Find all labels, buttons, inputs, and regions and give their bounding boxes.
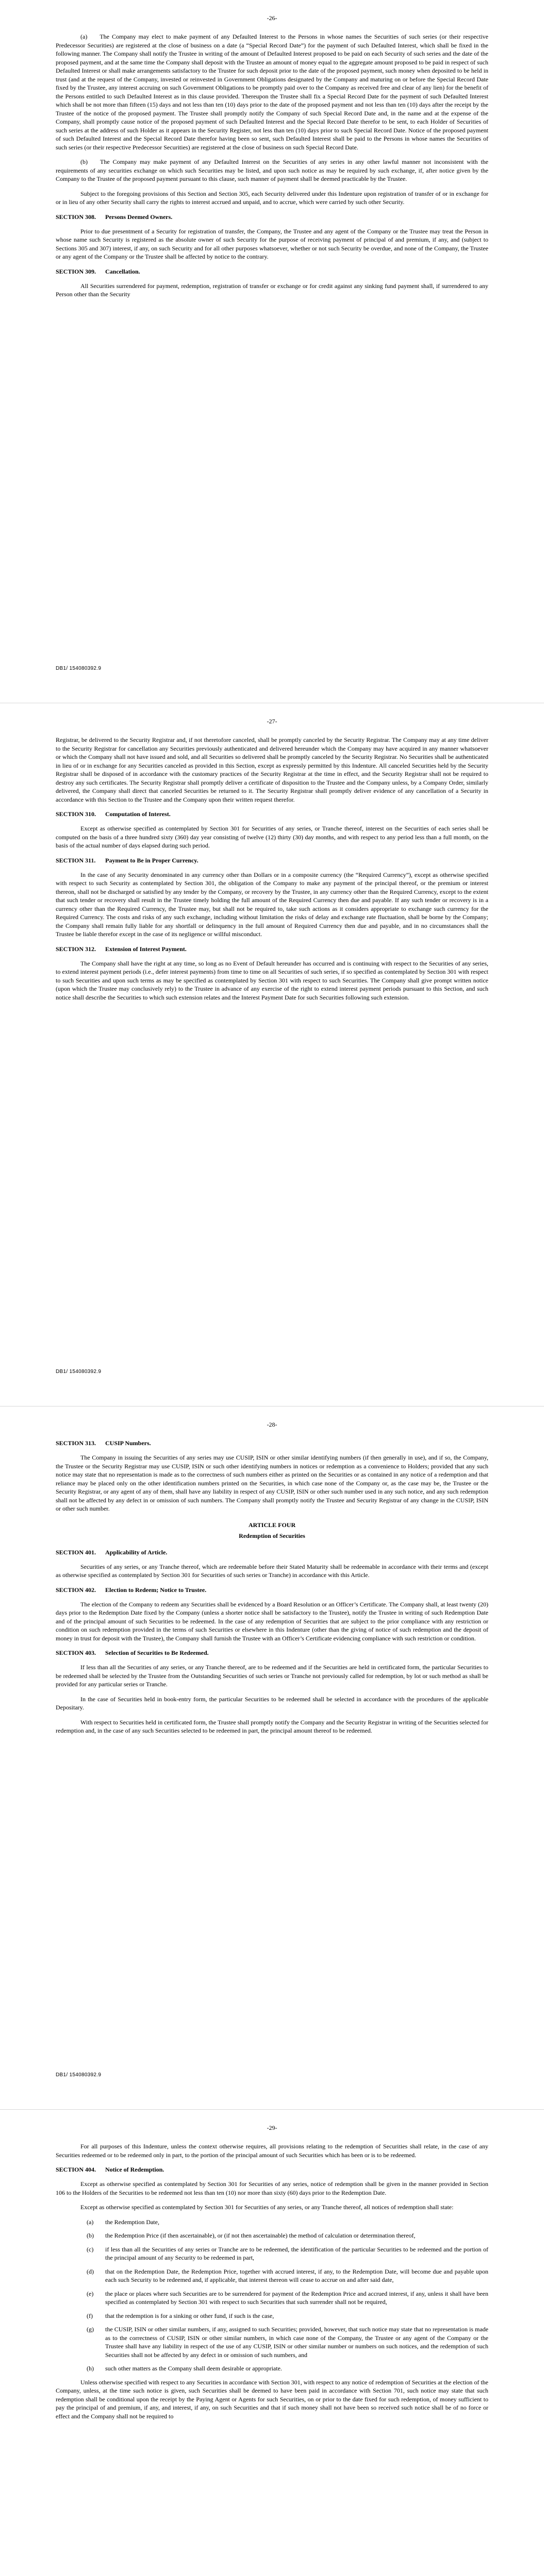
article-subtitle: Redemption of Securities — [239, 1532, 305, 1539]
page — [0, 703, 544, 1406]
section-number: SECTION 311. — [56, 856, 96, 864]
section-title: Payment to Be in Proper Currency. — [105, 856, 199, 864]
section-title: Cancellation. — [105, 267, 140, 275]
paragraph: With respect to Securities held in certificated form, the Trustee shall promptly notify the Company and the Security Registrar in writing of the Securities selected for redemption and, in the case of any such Securities selected to be redeemed in part, the principal amount thereof to be redeemed. — [56, 1718, 488, 1734]
paragraph: All Securities surrendered for payment, redemption, registration of transfer or exchange or for credit against any sinking fund payment shall, if surrendered to any Person other than the Security — [56, 282, 488, 298]
paragraph: Unless otherwise specified with respect to any Securities in accordance with Section 301, with respect to any notice of redemption of Securities at the election of the Company, unless, at the time such notice is given, such Securities shall be deemed to have been paid in accordance with Section 701, such notice may state that such redemption shall be conditional upon the receipt by the Paying Agent or Agents for such Securities, on or prior to the date fixed for such redemption, of money sufficient to pay the principal of and premium, if any, and interest, if any, on such Securities and that if such money shall not have been so received such notice shall be of no force or effect and the Company shall not be required to — [56, 2378, 488, 2420]
list-item-text: such other matters as the Company shall deem desirable or appropriate. — [105, 2365, 282, 2372]
paragraph: Registrar, be delivered to the Security Registrar and, if not theretofore canceled, shall be promptly canceled by the Security Registrar. The Company may at any time deliver to the Security Registrar for cancellation any Securities previously authenticated and delivered hereunder which the Company may have acquired in any manner whatsoever or which the Company shall not have issued and sold, and all Securities so delivered shall be promptly canceled by the Security Registrar. No Securities shall be authenticated in lieu of or in exchange for any Securities canceled as provided in this Section, except as expressly permitted by this Indenture. All canceled Securities held by the Security Registrar shall be disposed of in accordance with the customary practices of the Security Registrar at the time in effect, and the Security Registrar shall not be required to destroy any such certificates. The Security Registrar shall promptly deliver a certificate of disposition to the Trustee and the Company unless, by a Company Order, similarly delivered, the Company shall direct that canceled Securities be returned to it. The Security Registrar shall promptly deliver evidence of any cancellation of a Security in accordance with this Section to the Trustee and the Company upon their written request therefor. — [56, 736, 488, 803]
section-heading — [56, 2165, 488, 2174]
list-item-text: if less than all the Securities of any series or Tranche are to be redeemed, the identification of the particular Securities to be redeemed and the portion of the principal amount of any Security to be redeemed in part, — [105, 2245, 488, 2261]
paragraph: The Company in issuing the Securities of any series may use CUSIP, ISIN or other similar identifying numbers (if then generally in use), and if so, the Company, the Trustee or the Security Registrar may use CUSIP, ISIN or such other identifying numbers in notices or redemption as a convenience to Holders; provided that any such notice may state that no representation is made as to the correctness of such numbers either as printed on the Securities or as contained in any notice of a redemption and that reliance may be placed only on the other identification numbers printed on the Securities, in which case none of the Company or, as the case may be, the Trustee or the Security Registrar, or any agent of any of them, shall have any liability in respect of any CUSIP, ISIN or other such number used in any such notice, and any such redemption shall not be affected by any defect in or omission of such numbers. The Company shall promptly notify the Trustee and Security Registrar of any change in the CUSIP, ISIN or other such number. — [56, 1454, 488, 1512]
section-title: Election to Redeem; Notice to Trustee. — [105, 1586, 207, 1594]
section-title: Applicability of Article. — [105, 1548, 168, 1556]
list-item — [56, 2245, 488, 2262]
section-heading — [56, 1649, 488, 1657]
page-number: -26- — [267, 14, 277, 22]
section-number: SECTION 403. — [56, 1649, 96, 1656]
paragraph: Prior to due presentment of a Security for registration of transfer, the Company, the Trustee and any agent of the Company or the Trustee may treat the Person in whose name such Security is registered as the absolute owner of such Security for the purpose of receiving payment of principal of and premium, if any, and (subject to Sections 305 and 307) interest, if any, on such Security and for all other purposes whatsoever, whether or not such Security be overdue, and none of the Company, the Trustee or any agent of the Company or the Trustee shall be affected by notice to the contrary. — [56, 227, 488, 260]
paragraph: The election of the Company to redeem any Securities shall be evidenced by a Board Resolution or an Officer’s Certificate. The Company shall, at least twenty (20) days prior to the Redemption Date fixed by the Company (unless a shorter notice shall be satisfactory to the Trustee), notify the Trustee in writing of such Redemption Date and of the principal amount of such Securities to be redeemed. In the case of any redemption of Securities that are subject to the prior compliance with any restriction or condition on such redemption provided in the terms of such Securities or elsewhere in this Indenture (other than the giving of notice of such redemption and the deposit of money in trust for deposit with the Trustee), the Company shall furnish the Trustee with an Officer’s Certificate evidencing compliance with such restriction or condition. — [56, 1600, 488, 1642]
list-item-label: (g) — [87, 2326, 94, 2333]
list-item — [56, 2231, 488, 2240]
page — [0, 1406, 544, 2110]
paragraph: For all purposes of this Indenture, unless the context otherwise requires, all provisions relating to the redemption of Securities shall relate, in the case of any Securities redeemed or to be redeemed only in part, to the portion of the principal amount of such Securities which has been or is to be redeemed. — [56, 2143, 488, 2159]
section-title: CUSIP Numbers. — [105, 1439, 151, 1447]
page — [0, 0, 544, 703]
list-item — [56, 2325, 488, 2359]
section-number: SECTION 308. — [56, 213, 96, 221]
list-item-text: the CUSIP, ISIN or other similar numbers, if any, assigned to such Securities; provided, however, that such notice may state that no representation is made as to the correctness of CUSIP, ISIN or other similar numbers, in which case none of the Company, the Trustee or any agent of the Company or the Trustee shall have any liability in respect of the use of any CUSIP, ISIN or other similar number or numbers on such notices, and the redemption of such Securities shall not be affected by any defect in or omission of such numbers, and — [105, 2326, 488, 2359]
list-item-text: the Redemption Date, — [105, 2218, 159, 2226]
paragraph: Subject to the foregoing provisions of this Section and Section 305, each Security delivered under this Indenture upon registration of transfer of or in exchange for or in lieu of any other Security shall carry the rights to interest accrued and unpaid, and to accrue, which were carried by such other Security. — [56, 190, 488, 206]
section-number: SECTION 402. — [56, 1586, 96, 1594]
list-item-label: (c) — [87, 2245, 94, 2253]
section-heading — [56, 945, 488, 953]
section-number: SECTION 312. — [56, 945, 96, 953]
article-title: ARTICLE FOUR — [248, 1521, 296, 1529]
list-item-label: (h) — [87, 2365, 94, 2372]
section-heading — [56, 1439, 488, 1447]
section-heading — [56, 213, 488, 221]
section-number: SECTION 313. — [56, 1439, 96, 1447]
paragraph: The Company shall have the right at any time, so long as no Event of Default hereunder has occurred and is continuing with respect to the Securities of any series, to extend interest payment periods (i.e., defer interest payments) from time to time on all Securities of such series, if so specified as contemplated by Section 301 with respect to such Securities and upon such terms as may be specified as contemplated by Section 301 with respect to such Securities. The Company shall give prompt written notice (upon which the Trustee may conclusively rely) to the Trustee in advance of any exercise of the right to extend interest payment periods pursuant to this Section, and such notice shall describe the Securities to which such extension relates and the Interest Payment Date for such Securities following such extension. — [56, 959, 488, 1001]
list-item-text: that the redemption is for a sinking or other fund, if such is the case, — [105, 2312, 274, 2319]
section-title: Computation of Interest. — [105, 810, 171, 818]
list-item — [56, 2267, 488, 2284]
section-number: SECTION 309. — [56, 267, 96, 275]
section-title: Extension of Interest Payment. — [105, 945, 187, 953]
list-item-text: the Redemption Price (if then ascertainable), or (if not then ascertainable) the method of calculation or determination thereof, — [105, 2232, 416, 2239]
list-item-label: (a) — [87, 2218, 94, 2226]
paragraph: If less than all the Securities of any series, or any Tranche thereof, are to be redeemed and if the Securities are held in certificated form, the particular Securities to be redeemed shall be selected by the Trustee from the Outstanding Securities of such series or Tranche not previously called for redemption, by lot or such method as shall be provided for any particular series or Tranche. — [56, 1664, 488, 1688]
page — [0, 2110, 544, 2576]
paragraph: Except as otherwise specified as contemplated by Section 301 for Securities of any series, or any Tranche thereof, all notices of redemption shall state: — [80, 2204, 454, 2211]
document-id: DB1/ 154080392.9 — [56, 1369, 102, 1375]
list-item-label: (b) — [87, 2232, 94, 2239]
list-item-text: the place or places where such Securities are to be surrendered for payment of the Redemption Price and accrued interest, if any, unless it shall have been specified as contemplated by Section 301 with respect to such Securities that such surrender shall not be required, — [105, 2290, 488, 2306]
paragraph: (a) The Company may elect to make payment of any Defaulted Interest to the Persons in whose names the Securities of such series (or their respective Predecessor Securities) are registered at the close of business on a date (a “Special Record Date”) for the payment of such Defaulted Interest, which shall be fixed in the following manner. The Company shall notify the Trustee in writing of the amount of Defaulted Interest proposed to be paid on each Security of such series and the date of the proposed payment, and at the same time the Company shall deposit with the Trustee an amount of money equal to the aggregate amount proposed to be paid in respect of such Defaulted Interest or shall make arrangements satisfactory to the Trustee for such deposit prior to the date of the proposed payment, such money when deposited to be held in trust (and at the request of the Company, invested or reinvested in Government Obligations designated by the Company and maturing on or before the Special Record Date fixed by the Trustee, any interest accruing on such Government Obligations to be promptly paid over to the Company as received free and clear of any lien) for the benefit of the Persons entitled to such Defaulted Interest as in this clause provided. Thereupon the Trustee shall fix a Special Record Date for the payment of such Defaulted Interest which shall be not more than fifteen (15) days and not less than ten (10) days prior to the date of the proposed payment and not less than ten (10) days after the receipt by the Trustee of the notice of the proposed payment. The Trustee shall promptly notify the Company of such Special Record Date and, in the name and at the expense of the Company, shall promptly cause notice of the proposed payment of such Defaulted Interest and the Special Record Date therefor to be sent, to each Holder of Securities of such series at the address of such Holder as it appears in the Security Register, not less than ten (10) days prior to such Special Record Date. Notice of the proposed payment of such Defaulted Interest and the Special Record Date therefor having been so sent, such Defaulted Interest shall be paid to the Persons in whose names the Securities of such series (or their respective Predecessor Securities) are registered at the close of business on such Special Record Date. — [56, 33, 488, 151]
list-item-text: that on the Redemption Date, the Redemption Price, together with accrued interest, if any, to the Redemption Date, will become due and payable upon each such Security to be redeemed and, if applicable, that interest thereon will cease to accrue on and after said date, — [105, 2267, 488, 2283]
list-item-label: (e) — [87, 2290, 94, 2297]
page-number: -29- — [267, 2124, 277, 2131]
section-number: SECTION 310. — [56, 810, 96, 818]
paragraph: Securities of any series, or any Tranche thereof, which are redeemable before their Stated Maturity shall be redeemable in accordance with their terms and (except as otherwise specified as contemplated by Section 301 for Securities of such series or Tranche) in accordance with this Article. — [56, 1563, 488, 1579]
paragraph: (b) The Company may make payment of any Defaulted Interest on the Securities of any series in any other lawful manner not inconsistent with the requirements of any securities exchange on which such Securities may be listed, and upon such notice as may be required by such exchange, if, after notice given by the Company to the Trustee of the proposed payment pursuant to this clause, such manner of payment shall be deemed practicable by the Trustee. — [56, 158, 488, 182]
paragraph: In the case of Securities held in book-entry form, the particular Securities to be redeemed shall be selected in accordance with the procedures of the applicable Depositary. — [56, 1695, 488, 1711]
list-item — [56, 2290, 488, 2307]
section-heading — [56, 267, 488, 276]
section-heading — [56, 1586, 488, 1594]
section-heading — [56, 810, 488, 818]
document-id: DB1/ 154080392.9 — [56, 666, 102, 671]
paragraph: Except as otherwise specified as contemplated by Section 301 for Securities of any series, notice of redemption shall be given in the manner provided in Section 106 to the Holders of the Securities to be redeemed not less than ten (10) nor more than sixty (60) days prior to the Redemption Date. — [56, 2180, 488, 2196]
page-number: -27- — [267, 718, 277, 725]
document-id: DB1/ 154080392.9 — [56, 2072, 102, 2078]
page-number: -28- — [267, 1421, 277, 1428]
section-heading — [56, 1548, 488, 1556]
list-item — [56, 2312, 488, 2320]
paragraph: Except as otherwise specified as contemplated by Section 301 for Securities of any series, or Tranche thereof, interest on the Securities of each series shall be computed on the basis of a three hundred sixty (360) day year consisting of twelve (12) thirty (30) day months, and with respect to any period less than a full month, on the basis of the actual number of days elapsed during such period. — [56, 825, 488, 849]
section-number: SECTION 404. — [56, 2166, 96, 2173]
paragraph: In the case of any Security denominated in any currency other than Dollars or in a composite currency (the “Required Currency”), except as otherwise specified with respect to such Security as contemplated by Section 301, the obligation of the Company to make any payment of the principal thereof, or the premium or interest thereon, shall not be discharged or satisfied by any tender by the Company, or recovery by the Trustee, in any currency other than the Required Currency, except to the extent that such tender or recovery shall result in the Trustee timely holding the full amount of the Required Currency then due and payable. If any such tender or recovery is in a currency other than the Required Currency, the Trustee may, but shall not be required to, take such actions as it considers appropriate to exchange such currency for the Required Currency. The costs and risks of any such exchange, including without limitation the risks of delay and exchange rate fluctuation, shall be borne by the Company; the Company shall remain fully liable for any shortfall or delinquency in the full amount of Required Currency then due and payable, and in no circumstances shall the Trustee be liable therefor except in the case of its negligence or willful misconduct. — [56, 871, 488, 938]
section-heading — [56, 856, 488, 865]
list-item — [56, 2218, 488, 2227]
section-title: Persons Deemed Owners. — [105, 213, 173, 221]
section-title: Selection of Securities to Be Redeemed. — [105, 1649, 209, 1656]
list-item-label: (d) — [87, 2267, 94, 2275]
section-number: SECTION 401. — [56, 1548, 96, 1556]
section-title: Notice of Redemption. — [105, 2166, 164, 2173]
list-item-label: (f) — [87, 2312, 93, 2319]
list-item — [56, 2364, 488, 2373]
